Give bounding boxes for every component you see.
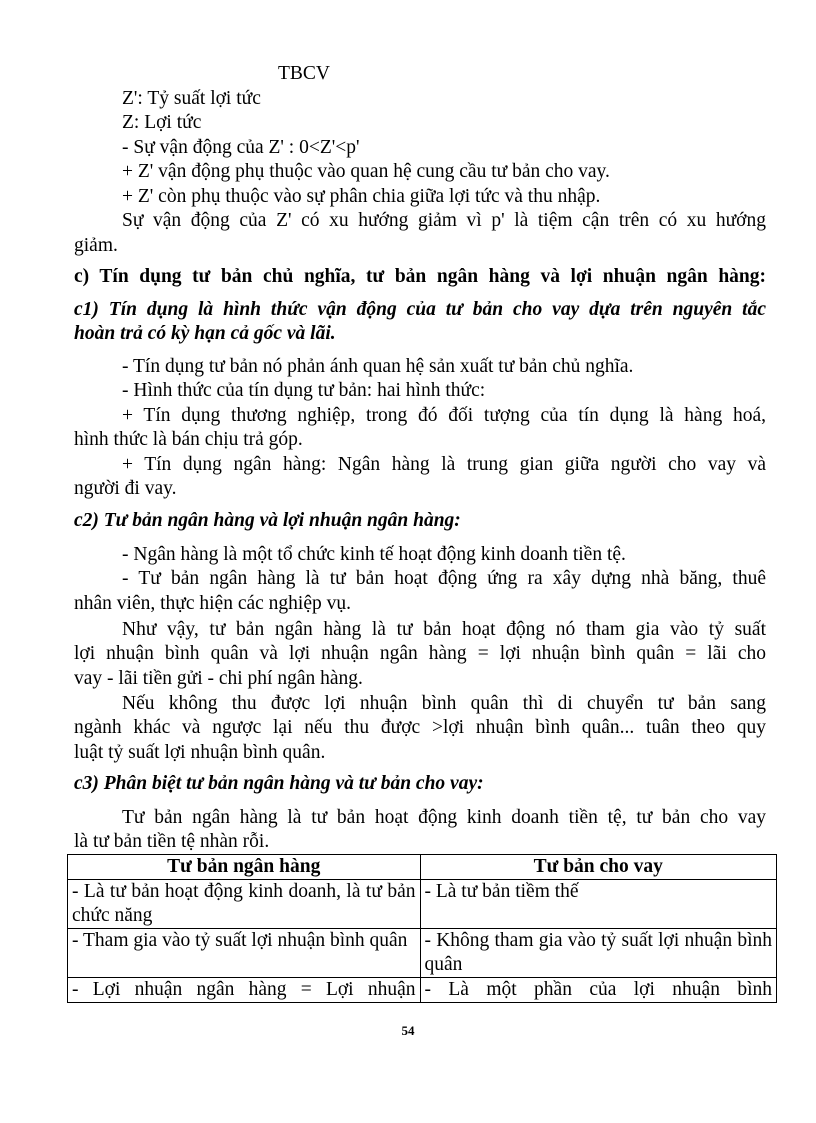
table-cell: - Không tham gia vào tỷ suất lợi nhuận bình quân — [420, 929, 777, 978]
paragraph-trend-line1: Sự vận động của Z' có xu hướng giảm vì p' là tiệm cận trên có xu hướng — [122, 210, 766, 231]
paragraph-bank-profit-line1: Như vậy, tư bản ngân hàng là tư bản hoạt động nó tham gia vào tỷ suất — [122, 619, 766, 640]
page-number: 54 — [401, 1023, 415, 1038]
table-header-row — [68, 855, 777, 880]
column-header-bank-capital: Tư bản ngân hàng — [68, 855, 421, 880]
bullet-supply-demand: + Z' vận động phụ thuộc vào quan hệ cung cầu tư bản cho vay. — [122, 161, 610, 182]
table-row — [68, 978, 777, 1003]
paragraph-capital-move-line1: Nếu không thu được lợi nhuận bình quân thì di chuyển tư bản sang — [122, 693, 766, 714]
paragraph-distinction-line2: là tư bản tiền tệ nhàn rỗi. — [74, 831, 270, 852]
bullet-bank-definition: - Ngân hàng là một tổ chức kinh tế hoạt động kinh doanh tiền tệ. — [122, 544, 626, 565]
table-cell: - Là tư bản tiềm thế — [420, 880, 777, 929]
bullet-bank-capital-line1: - Tư bản ngân hàng là tư bản hoạt động ứng ra xây dựng nhà băng, thuê — [122, 568, 766, 589]
bullet-commercial-credit-line2: hình thức là bán chịu trả góp. — [74, 429, 303, 450]
paragraph-trend-line2: giảm. — [74, 235, 118, 256]
paragraph-bank-profit-line3: vay - lãi tiền gửi - chi phí ngân hàng. — [74, 668, 363, 689]
bullet-credit-forms: - Hình thức của tín dụng tư bản: hai hình thức: — [122, 380, 486, 401]
table-cell: - Lợi nhuận ngân hàng = Lợi nhuận — [68, 978, 421, 1003]
formula-denominator: TBCV — [278, 63, 331, 84]
section-heading-c3: c3) Phân biệt tư bản ngân hàng và tư bản cho vay: — [74, 773, 484, 794]
table-cell: - Tham gia vào tỷ suất lợi nhuận bình quân — [68, 929, 421, 978]
paragraph-capital-move-line2: ngành khác và ngược lại nếu thu được >lợi nhuận bình quân... tuân theo quy — [74, 717, 766, 738]
paragraph-bank-profit-line2: lợi nhuận bình quân và lợi nhuận ngân hàng = lợi nhuận bình quân = lãi cho — [74, 643, 766, 664]
definition-z: Z: Lợi tức — [122, 112, 202, 133]
table-row — [68, 929, 777, 978]
section-heading-c1-line1: c1) Tín dụng là hình thức vận động của tư bản cho vay dựa trên nguyên tắc — [74, 299, 766, 320]
paragraph-capital-move-line3: luật tỷ suất lợi nhuận bình quân. — [74, 742, 326, 763]
bullet-bank-credit-line2: người đi vay. — [74, 478, 177, 499]
section-heading-c: c) Tín dụng tư bản chủ nghĩa, tư bản ngân hàng và lợi nhuận ngân hàng: — [74, 266, 766, 287]
section-heading-c1-line2: hoàn trả có kỳ hạn cả gốc và lãi. — [74, 323, 336, 344]
bullet-bank-capital-line2: nhân viên, thực hiện các nghiệp vụ. — [74, 593, 351, 614]
bullet-credit-reflects: - Tín dụng tư bản nó phản ánh quan hệ sản xuất tư bản chủ nghĩa. — [122, 356, 634, 377]
table-cell: - Là tư bản hoạt động kinh doanh, là tư bản chức năng — [68, 880, 421, 929]
column-header-loan-capital: Tư bản cho vay — [420, 855, 777, 880]
comparison-table — [67, 854, 777, 1003]
bullet-commercial-credit-line1: + Tín dụng thương nghiệp, trong đó đối tượng của tín dụng là hàng hoá, — [122, 405, 766, 426]
bullet-bank-credit-line1: + Tín dụng ngân hàng: Ngân hàng là trung gian giữa người cho vay và — [122, 454, 766, 475]
definition-z-prime: Z': Tỷ suất lợi tức — [122, 88, 261, 109]
bullet-z-motion: - Sự vận động của Z' : 0<Z'<p' — [122, 137, 360, 158]
section-heading-c2: c2) Tư bản ngân hàng và lợi nhuận ngân hàng: — [74, 510, 461, 531]
paragraph-distinction-line1: Tư bản ngân hàng là tư bản hoạt động kinh doanh tiền tệ, tư bản cho vay — [122, 807, 766, 828]
table-cell: - Là một phần của lợi nhuận bình — [420, 978, 777, 1003]
table-row — [68, 880, 777, 929]
bullet-division: + Z' còn phụ thuộc vào sự phân chia giữa lợi tức và thu nhập. — [122, 186, 601, 207]
